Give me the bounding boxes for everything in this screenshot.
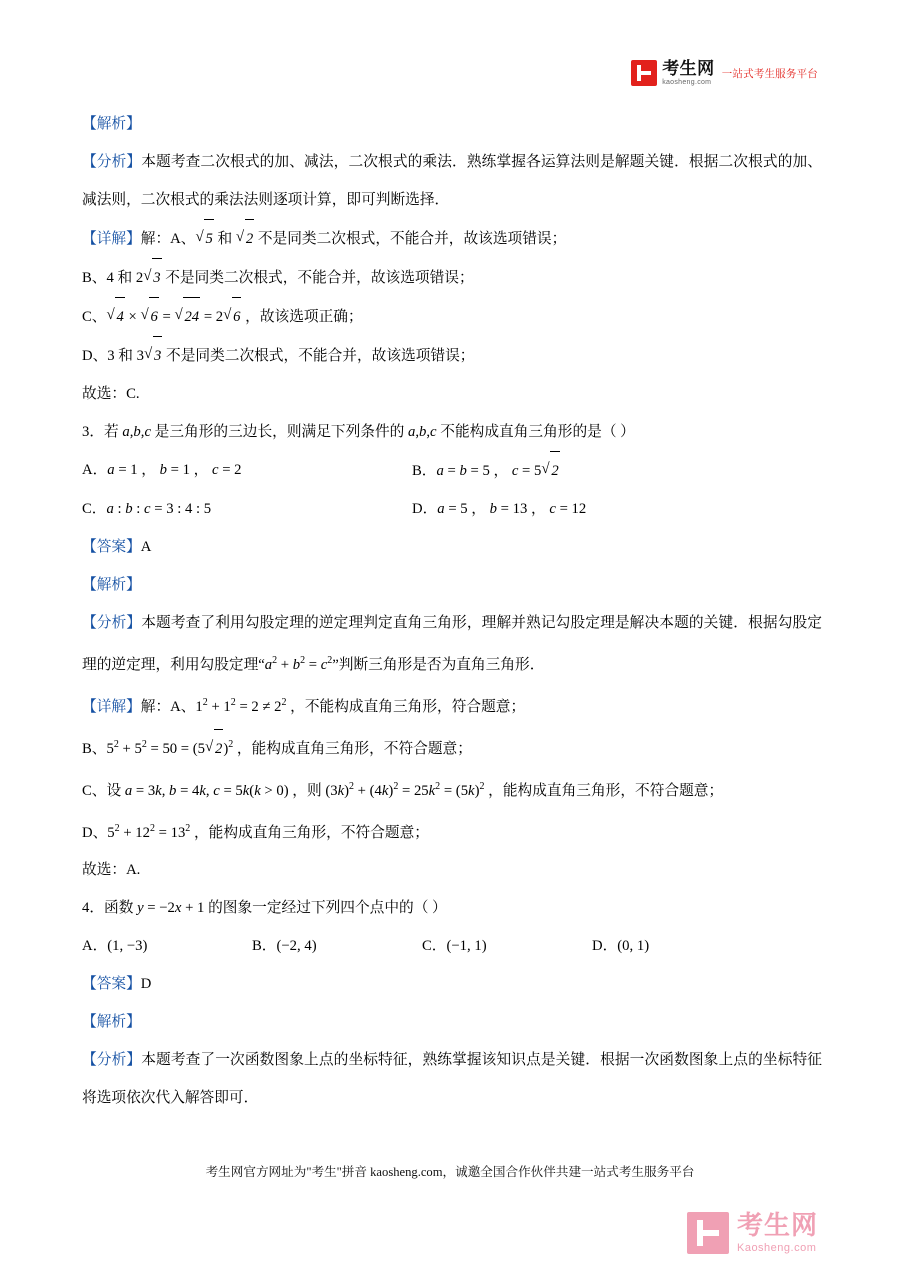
sqrt-5: √ 5	[195, 219, 213, 258]
paragraph-conclusion-q2: 故选：C.	[82, 386, 140, 402]
option-3-D[interactable]: D．a = 5 ， b = 13 ， c = 12	[412, 501, 587, 517]
label-jiexi-q3: 【解析】	[82, 577, 141, 593]
answer-line-q3	[82, 528, 822, 566]
question-4-options	[82, 927, 822, 965]
paragraph-detail-q2-a: 【详解】解：A、 √ 5 和 √ 2 不是同类二次根式，不能合并，故该选项错误；	[82, 219, 822, 258]
label-jiexi-q2: 【解析】	[82, 116, 141, 132]
sqrt-3: √ 3	[143, 258, 161, 297]
sqrt-24: √ 24	[174, 297, 200, 336]
logo-title: 考生网	[662, 59, 715, 78]
answer-value-q3: A	[140, 539, 152, 555]
label-fenxi-q3: 【分析】	[82, 615, 142, 631]
footer-logo-domain: Kaosheng.com	[736, 1242, 817, 1254]
paragraph-detail-q3-b: B、$5^2 + 5^2 = 50 = (5$ √ 2)$^2$ ，能构成直角三角形，不符合题意；	[82, 726, 822, 768]
paragraph-analysis-q4	[82, 1041, 822, 1117]
document-content	[82, 105, 822, 1117]
sqrt-6b: √ 6	[223, 297, 241, 336]
paragraph-detail-q2-c: C、 √ 4 × √ 6 = √ 24 = 2 √ 6 ，故该选项正确；	[82, 297, 822, 336]
sqrt-4: √ 4	[106, 297, 124, 336]
paragraph-analysis-q2	[82, 143, 822, 219]
label-daan-q4: 【答案】	[82, 976, 141, 993]
paragraph-analysis-q3: 【分析】本题考查了利用勾股定理的逆定理判定直角三角形，理解并熟记勾股定理是解决本题的关键．根据勾股定理的逆定理，利用勾股定理“$a^2 + b^2 = c^2$”判断三角形是否为直角三角形．	[82, 615, 822, 673]
label-xiangjie-q3: 【详解】	[82, 698, 141, 715]
option-3-B[interactable]: B．a = b = 5 ， c = 5 √ 2	[412, 451, 560, 490]
logo-text	[662, 60, 715, 86]
question-4-stem: 4．函数 y = −2x + 1 的图象一定经过下列四个点中的（ ）	[82, 900, 447, 917]
option-4-B[interactable]: B．(−2, 4)	[252, 938, 317, 955]
option-4-D[interactable]: D．(0, 1)	[592, 938, 650, 955]
text-detail-q2-lead: 解：A、	[140, 231, 196, 247]
text-analysis-q2: 本题考查二次根式的加、减法，二次根式的乘法．熟练掌握各运算法则是解题关键．根据二次根式的加、减法则，二次根式的乘法法则逐项计算，即可判断选择．	[82, 154, 822, 208]
sqrt-2b: √ 2	[541, 451, 559, 490]
sqrt-3b: √ 3	[144, 336, 162, 375]
question-3-stem: 3．若 a,b,c 是三角形的三边长，则满足下列条件的 a,b,c 不能构成直角三角形的是（ ）	[82, 424, 635, 440]
footer-note: 考生网官方网址为"考生"拼音 kaosheng.com，诚邀全国合作伙伴共建一站式考生服务平台	[205, 1165, 695, 1179]
paragraph-detail-q3-d: D、$5^2 + 12^2 = 13^2$ ，能构成直角三角形，不符合题意；	[82, 822, 429, 841]
kaosheng-logo-icon	[631, 60, 657, 86]
label-daan-q3: 【答案】	[82, 539, 141, 555]
label-xiangjie-q2: 【详解】	[82, 231, 141, 247]
paragraph-conclusion-q3: 故选：A.	[82, 862, 141, 879]
text-analysis-q4: 本题考查了一次函数图象上点的坐标特征，熟练掌握该知识点是关键．根据一次函数图象上点的坐标特征将选项依次代入解答即可．	[82, 1052, 822, 1107]
text-detail-q2-a-tail: 不是同类二次根式，不能合并，故该选项错误；	[257, 231, 567, 247]
sqrt-2: √ 2	[236, 219, 254, 258]
label-fenxi-q4: 【分析】	[82, 1052, 142, 1069]
footer-logo-text	[737, 1212, 818, 1254]
sqrt-2c: √ 2	[205, 729, 223, 768]
logo-domain: kaosheng.com	[662, 79, 712, 86]
paragraph-detail-q2-b: B、4 和 2 √ 3 不是同类二次根式，不能合并，故该选项错误；	[82, 258, 822, 297]
paragraph-detail-q3-c: C、设 a = 3k, b = 4k, c = 5k(k > 0) ，则 $(3k)^2 + (4k)^2 = 25k^2 = (5k)^2$ ，能构成直角三角形，不符合题意；	[82, 780, 724, 799]
option-4-A[interactable]: A．(1, −3)	[82, 938, 148, 955]
question-3-options-row1	[82, 451, 822, 490]
option-3-C[interactable]: C．a : b : c = 3 : 4 : 5	[82, 501, 212, 517]
footer-logo-title: 考生网	[736, 1210, 818, 1240]
label-fenxi-q2: 【分析】	[82, 154, 142, 170]
paragraph-detail-q3-a: 【详解】解：A、$1^2 + 1^2 = 2 \ne 2^2$ ，不能构成直角三角形，符合题意；	[82, 696, 526, 715]
label-jiexi-q4: 【解析】	[82, 1014, 141, 1031]
sqrt-6: √ 6	[140, 297, 158, 336]
paragraph-detail-q2-d: D、3 和 3 √ 3 不是同类二次根式，不能合并，故该选项错误；	[82, 336, 822, 375]
logo-slogan: 一站式考生服务平台	[721, 67, 818, 80]
site-logo	[631, 58, 818, 88]
option-4-C[interactable]: C．(−1, 1)	[422, 938, 487, 955]
option-3-A[interactable]: A．a = 1 ， b = 1 ， c = 2	[82, 462, 242, 478]
answer-value-q4: D	[140, 976, 152, 993]
kaosheng-watermark-icon	[687, 1212, 729, 1254]
answer-line-q4	[82, 965, 822, 1003]
question-3-options-row2	[82, 490, 822, 528]
footer-watermark-logo	[687, 1212, 818, 1254]
